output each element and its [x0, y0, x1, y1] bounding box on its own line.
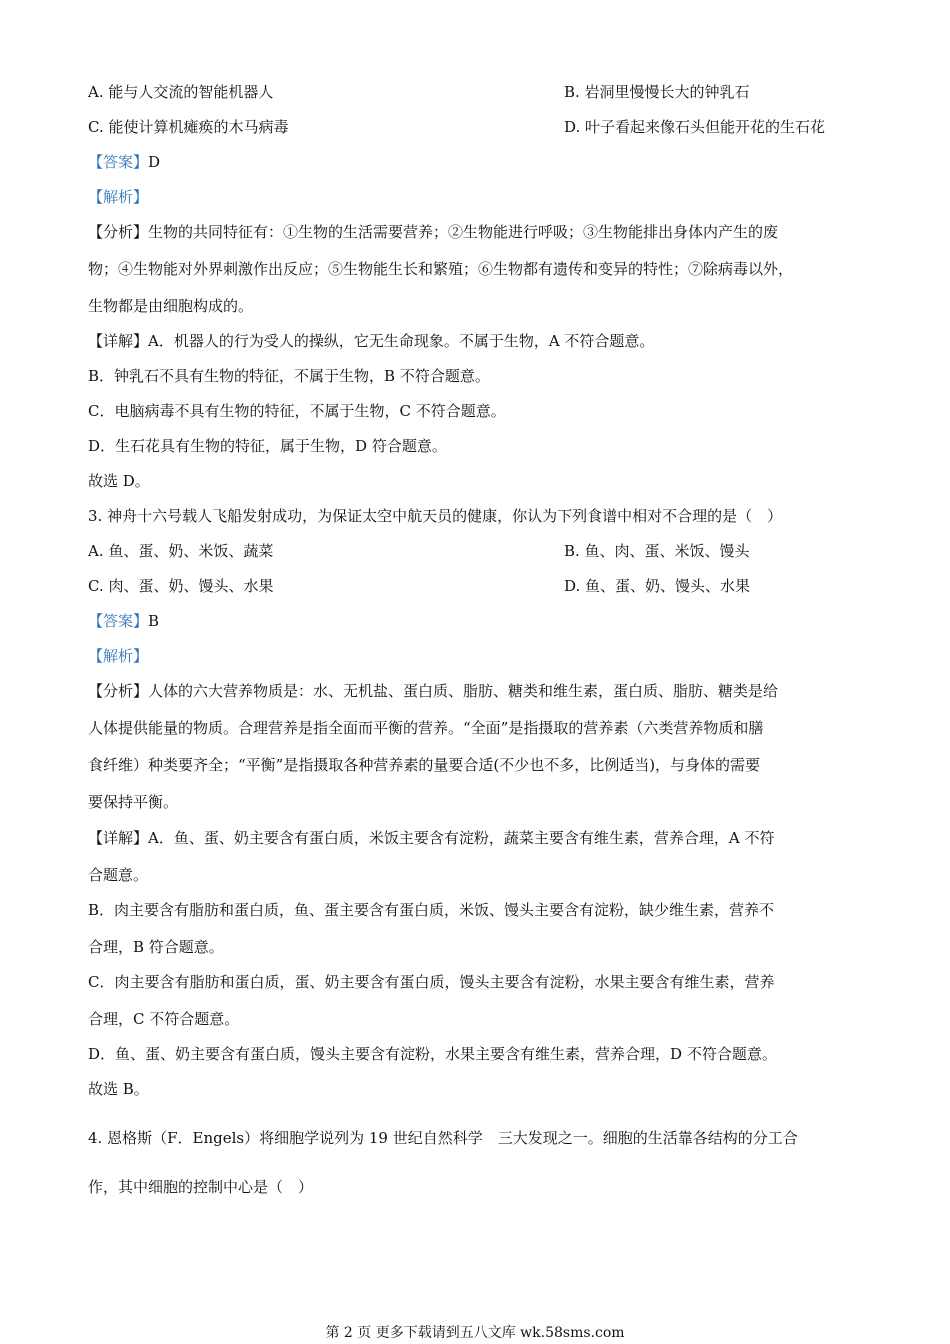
- q2-detail-b: B．钟乳石不具有生物的特征，不属于生物，B 不符合题意。: [88, 367, 490, 385]
- q2-answer-value: D: [148, 153, 161, 171]
- q2-detail-d: D．生石花具有生物的特征，属于生物，D 符合题意。: [88, 437, 447, 455]
- q2-conclusion: 故选 D。: [88, 472, 150, 490]
- q3-detail-a-line-2: 合题意。: [88, 866, 149, 884]
- q3-options-row-1: [88, 540, 870, 562]
- q2-explain-heading: [88, 186, 870, 208]
- q4-question-line-2: 作，其中细胞的控制中心是（ ）: [88, 1178, 314, 1196]
- q3-options-row-2: [88, 575, 870, 597]
- q2-options-row-2: [88, 116, 870, 138]
- q3-detail-d: D．鱼、蛋、奶主要含有蛋白质，馒头主要含有淀粉，水果主要含有维生素，营养合理，D 不符合题意。: [88, 1045, 777, 1063]
- q2-explain-tag: 【解析】: [88, 188, 149, 206]
- q2-answer-tag: 【答案】: [88, 153, 149, 171]
- q2-option-a: A. 能与人交流的智能机器人: [88, 83, 274, 101]
- q3-conclusion: 故选 B。: [88, 1080, 149, 1098]
- q3-question: 3. 神舟十六号载人飞船发射成功，为保证太空中航天员的健康，你认为下列食谱中相对不合理的是（ ）: [88, 507, 783, 525]
- q3-explain-tag: 【解析】: [88, 647, 149, 665]
- q3-answer-tag: 【答案】: [88, 612, 149, 630]
- q3-option-b: B. 鱼、肉、蛋、米饭、馒头: [564, 542, 750, 560]
- q2-options-row-1: [88, 81, 870, 103]
- q2-option-c: C. 能使计算机瘫痪的木马病毒: [88, 118, 289, 136]
- q2-analysis-line-1: 【分析】生物的共同特征有：①生物的生活需要营养；②生物能进行呼吸；③生物能排出身体内产生的废: [88, 223, 779, 241]
- q3-detail-b-line-2: 合理，B 符合题意。: [88, 938, 224, 956]
- q2-analysis-line-3: 生物都是由细胞构成的。: [88, 297, 254, 315]
- q3-detail-c-line-1: C．肉主要含有脂肪和蛋白质，蛋、奶主要含有蛋白质，馒头主要含有淀粉，水果主要含有维生素，营养: [88, 973, 775, 991]
- q3-option-a: A. 鱼、蛋、奶、米饭、蔬菜: [88, 542, 274, 560]
- q2-detail-a: 【详解】A．机器人的行为受人的操纵，它无生命现象。不属于生物，A 不符合题意。: [88, 332, 655, 350]
- q3-detail-a-line-1: 【详解】A．鱼、蛋、奶主要含有蛋白质，米饭主要含有淀粉，蔬菜主要含有维生素，营养合理，A 不符: [88, 829, 775, 847]
- q3-analysis-line-3: 食纤维）种类要齐全；“平衡”是指摄取各种营养素的量要合适(不少也不多，比例适当)，与身体的需要: [88, 756, 761, 774]
- q2-option-d: D. 叶子看起来像石头但能开花的生石花: [564, 118, 826, 136]
- q3-analysis-line-1: 【分析】人体的六大营养物质是：水、无机盐、蛋白质、脂肪、糖类和维生素，蛋白质、脂肪、糖类是给: [88, 682, 779, 700]
- q4-question-line-1: 4. 恩格斯（F．Engels）将细胞学说列为 19 世纪自然科学 三大发现之一。细胞的生活靠各结构的分工合: [88, 1129, 798, 1147]
- q2-option-b: B. 岩洞里慢慢长大的钟乳石: [564, 83, 750, 101]
- page-footer: 第 2 页 更多下载请到五八文库 wk.58sms.com: [325, 1325, 625, 1341]
- q3-analysis-line-4: 要保持平衡。: [88, 793, 179, 811]
- q3-answer-value: B: [148, 612, 160, 630]
- q3-answer: [88, 610, 870, 632]
- q3-analysis-line-2: 人体提供能量的物质。合理营养是指全面而平衡的营养。“全面”是指摄取的营养素（六类营养物质和膳: [88, 719, 764, 737]
- q2-detail-c: C．电脑病毒不具有生物的特征，不属于生物，C 不符合题意。: [88, 402, 506, 420]
- q3-detail-c-line-2: 合理，C 不符合题意。: [88, 1010, 240, 1028]
- q2-answer: [88, 151, 870, 173]
- q2-analysis-line-2: 物；④生物能对外界刺激作出反应；⑤生物能生长和繁殖；⑥生物都有遗传和变异的特性；⑦除病毒以外，: [88, 260, 794, 278]
- q3-option-d: D. 鱼、蛋、奶、馒头、水果: [564, 577, 751, 595]
- q3-explain-heading: [88, 645, 870, 667]
- q3-option-c: C. 肉、蛋、奶、馒头、水果: [88, 577, 274, 595]
- q3-detail-b-line-1: B．肉主要含有脂肪和蛋白质，鱼、蛋主要含有蛋白质，米饭、馒头主要含有淀粉，缺少维生素，营养不: [88, 901, 775, 919]
